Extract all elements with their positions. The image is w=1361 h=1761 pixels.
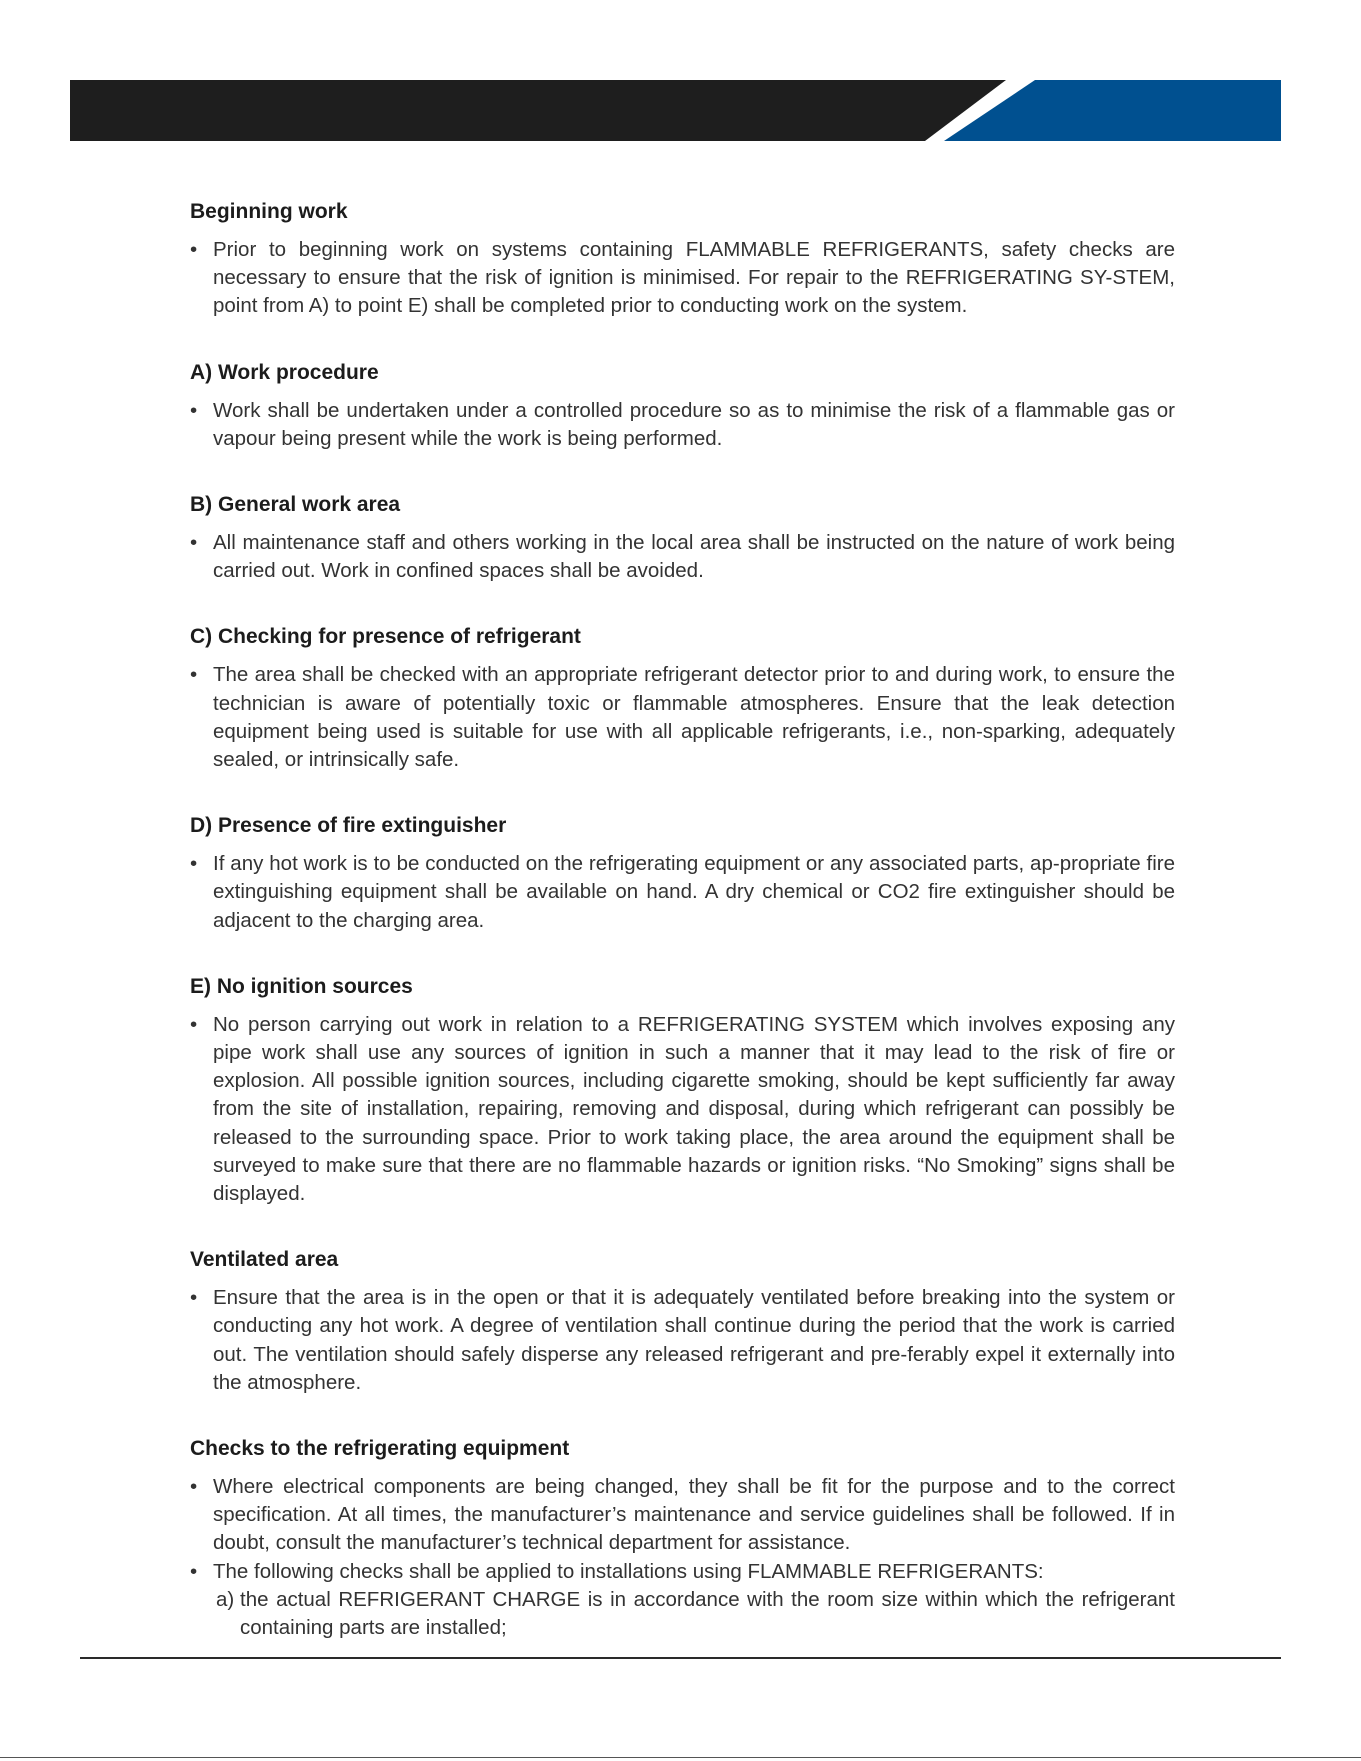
section-beginning-work bbox=[190, 198, 1175, 321]
section-title: Beginning work bbox=[190, 200, 348, 223]
document-body bbox=[190, 198, 1175, 1680]
bullet-item: • Where electrical components are being changed, they shall be fit for the purpose and to the correct specification. At all times, the manufacturer’s maintenance and service guidelines shall be followed. If in doubt, consult the manufacturer’s technical department for assistance. bbox=[190, 1473, 1175, 1558]
header-accent-bar bbox=[944, 80, 1281, 141]
bullet-item: • The following checks shall be applied to installations using FLAMMABLE REFRIGERANTS: bbox=[190, 1558, 1175, 1586]
bullet-item: • Ensure that the area is in the open or that it is adequately ventilated before breaking into the system or conducting any hot work. A degree of ventilation shall continue during the period that the work is carried out. The ventilation should safely disperse any released refrigerant and pre-ferably expel it externally into the atmosphere. bbox=[190, 1284, 1175, 1397]
section-title: Ventilated area bbox=[190, 1248, 339, 1272]
bullet-item: • If any hot work is to be conducted on the refrigerating equipment or any associated parts, ap-propriate fire extinguishing equipment shall be available on hand. A dry chemical or CO2 fire extinguisher should be adjacent to the charging area. bbox=[190, 850, 1175, 935]
section-title: Checks to the refrigerating equipment bbox=[190, 1437, 570, 1461]
bullet-item: • Prior to beginning work on systems containing FLAMMABLE REFRIGERANTS, safety checks are necessary to ensure that the risk of ignition is minimised. For repair to the REFRIGERATING SY-STEM, point from A) to point E) shall be completed prior to conducting work on the system. bbox=[190, 236, 1175, 321]
section-fire-extinguisher bbox=[190, 812, 1175, 935]
section-checking-refrigerant bbox=[190, 623, 1175, 774]
bullet-item: • The area shall be checked with an appropriate refrigerant detector prior to and during work, to ensure the technician is aware of potentially toxic or flammable atmospheres. Ensure that the leak detection equipment being used is suitable for use with all applicable refrigerants, i.e., non-sparking, adequately sealed, or intrinsically safe. bbox=[190, 661, 1175, 774]
bullet-item: • No person carrying out work in relation to a REFRIGERATING SYSTEM which involves exposing any pipe work shall use any sources of ignition in such a manner that it may lead to the risk of fire or explosion. All possible ignition sources, including cigarette smoking, should be kept sufficiently far away from the site of installation, repairing, removing and disposal, during which refrigerant can possibly be released to the surrounding space. Prior to work taking place, the area around the equipment shall be surveyed to make sure that there are no flammable hazards or ignition risks. “No Smoking” signs shall be displayed. bbox=[190, 1011, 1175, 1208]
header-dark-bar bbox=[70, 80, 1006, 141]
sub-list-marker: a) bbox=[216, 1587, 235, 1611]
section-work-procedure bbox=[190, 359, 1175, 453]
section-title: D) Presence of fire extinguisher bbox=[190, 814, 507, 838]
section-refrigerating-equipment-checks bbox=[190, 1435, 1175, 1642]
section-title: A) Work procedure bbox=[190, 360, 379, 384]
section-no-ignition-sources bbox=[190, 973, 1175, 1208]
sub-list-text: the actual REFRIGERANT CHARGE is in accordance with the room size within which the refrigerant containing parts are installed; bbox=[240, 1587, 1175, 1640]
section-title: C) Checking for presence of refrigerant bbox=[190, 625, 581, 649]
section-title: B) General work area bbox=[190, 493, 401, 517]
page-edge-line bbox=[0, 1757, 1361, 1758]
section-general-work-area bbox=[190, 491, 1175, 585]
bullet-item: • Work shall be undertaken under a controlled procedure so as to minimise the risk of a flammable gas or vapour being present while the work is being performed. bbox=[190, 397, 1175, 453]
footer-divider bbox=[80, 1657, 1281, 1659]
section-ventilated-area bbox=[190, 1246, 1175, 1397]
header-band bbox=[70, 80, 1281, 141]
section-title: E) No ignition sources bbox=[190, 974, 413, 998]
bullet-item: • All maintenance staff and others working in the local area shall be instructed on the nature of work being carried out. Work in confined spaces shall be avoided. bbox=[190, 529, 1175, 585]
sub-list-item bbox=[190, 1586, 1175, 1642]
